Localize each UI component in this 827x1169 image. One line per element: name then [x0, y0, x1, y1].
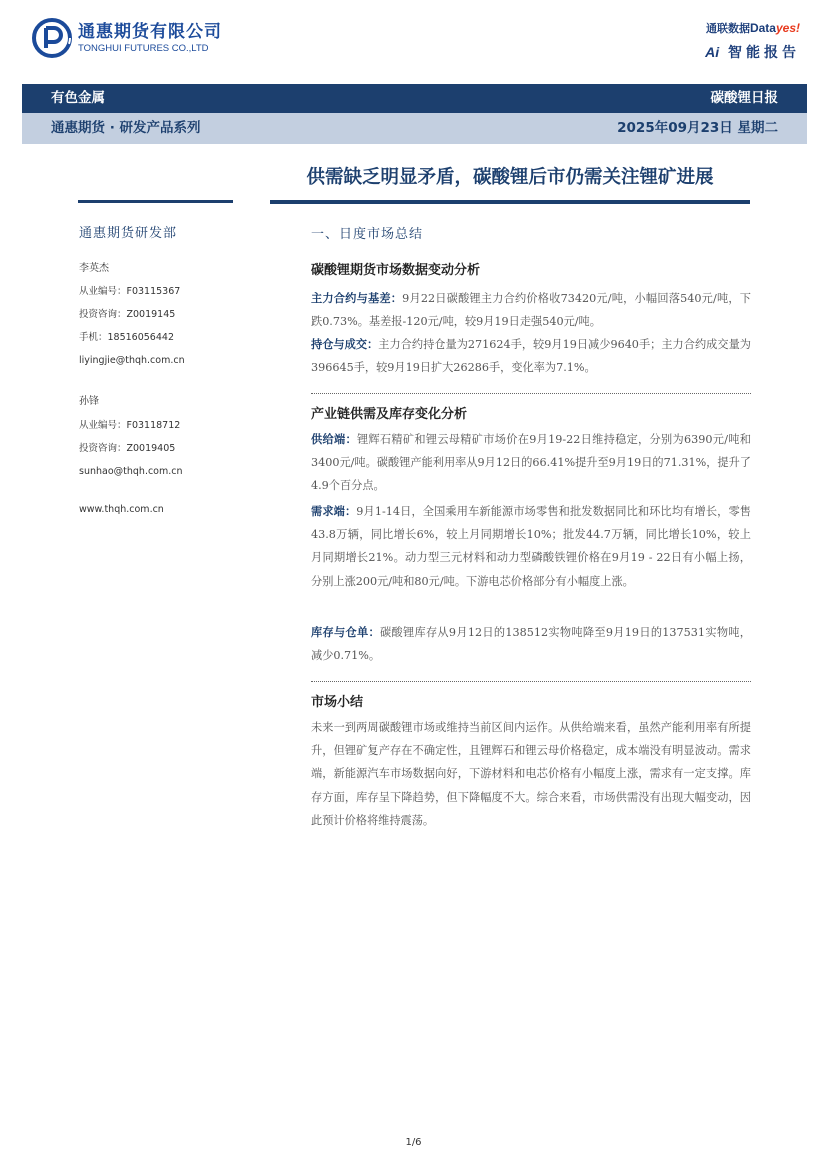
- report-type-label: 碳酸锂日报: [710, 90, 778, 106]
- paragraph-text: 主力合约持仓量为271624手，较9月19日减少9640手；主力合约成交量为396645手，较9月19日扩大26286手，变化率为7.1%。: [311, 338, 751, 375]
- paragraph-text: 碳酸锂库存从9月12日的138512实物吨降至9月19日的137531实物吨，减少0.71%。: [311, 626, 751, 663]
- analyst-license: 从业编号：F03118712: [79, 420, 181, 431]
- analyst-name: 孙锋: [79, 396, 99, 407]
- category-banner: [22, 84, 807, 113]
- tonghui-logo-icon: [32, 18, 72, 58]
- company-logo: [32, 18, 222, 58]
- paragraph: [311, 621, 751, 667]
- paragraph-label: 主力合约与基差：: [311, 292, 403, 305]
- report-title: 供需缺乏明显矛盾，碳酸锂后市仍需关注锂矿进展: [306, 167, 714, 188]
- paragraph-label: 持仓与成交：: [311, 338, 379, 351]
- brand-ai: Ai: [705, 44, 720, 60]
- analyst-license: 从业编号：F03115367: [79, 286, 181, 297]
- section-divider: [311, 681, 751, 682]
- analyst-consult: 投资咨询：Z0019405: [79, 443, 176, 454]
- paragraph-label: 供给端：: [311, 433, 357, 446]
- block-heading: 市场小结: [311, 695, 364, 710]
- paragraph: [311, 716, 751, 832]
- page-number: 1/6: [405, 1137, 422, 1148]
- website-link[interactable]: www.thqh.com.cn: [79, 504, 164, 515]
- section-divider: [311, 393, 751, 394]
- series-banner: [22, 113, 807, 144]
- report-date: 2025年09月23日 星期二: [617, 120, 778, 136]
- paragraph-text: 未来一到两周碳酸锂市场或维持当前区间内运作。从供给端来看，虽然产能利用率有所提升，但锂矿复产存在不确定性，且锂辉石和锂云母价格稳定，成本端没有明显波动。需求端，新能源汽车市场数据向好，下游材料和电芯价格有小幅度上涨，需求有一定支撑。库存方面，库存呈下降趋势，但下降幅度不大。综合来看，市场供需没有出现大幅变动，因此预计价格将维持震荡。: [311, 721, 751, 827]
- analyst-email[interactable]: sunhao@thqh.com.cn: [79, 466, 183, 477]
- section-title: 一、日度市场总结: [311, 227, 424, 242]
- brand-logo: [705, 20, 800, 62]
- paragraph-text: 9月22日碳酸锂主力合约价格收73420元/吨，小幅回落540元/吨，下跌0.73%。基差报-120元/吨，较9月19日走强540元/吨。: [311, 292, 751, 329]
- brand-yes: yes!: [775, 21, 800, 35]
- company-name-en: TONGHUI FUTURES CO.,LTD: [78, 42, 209, 54]
- paragraph-text: 9月1-14日，全国乘用车新能源市场零售和批发数据同比和环比均有增长，零售43.8万辆，同比增长6%，较上月同期增长10%；批发44.7万辆，同比增长10%，较上月同期增长21%。动力型三元材料和动力型磷酸铁锂价格在9月19 - 22日有小幅上扬，分别上涨200元/吨和80元/吨。下游电芯价格部分有小幅度上涨。: [311, 505, 751, 588]
- analyst-name: 李英杰: [79, 263, 109, 274]
- title-divider: [270, 200, 750, 204]
- paragraph: [311, 500, 751, 593]
- block-heading: 碳酸锂期货市场数据变动分析: [311, 263, 481, 278]
- category-label: 有色金属: [51, 90, 105, 106]
- analyst-phone: 手机：18516056442: [79, 332, 174, 343]
- company-name-cn: 通惠期货有限公司: [78, 21, 222, 42]
- paragraph-label: 库存与仓单：: [311, 626, 380, 639]
- analyst-email[interactable]: liyingjie@thqh.com.cn: [79, 355, 185, 366]
- paragraph-text: 锂辉石精矿和锂云母精矿市场价在9月19-22日维持稳定，分别为6390元/吨和3400元/吨。碳酸锂产能利用率从9月12日的66.41%提升至9月19日的71.31%，提升了4.9个百分点。: [311, 433, 751, 493]
- sidebar-divider: [78, 200, 233, 203]
- research-dept: 通惠期货研发部: [79, 226, 178, 241]
- paragraph-label: 需求端：: [311, 505, 357, 518]
- paragraph: [311, 428, 751, 498]
- analyst-consult: 投资咨询：Z0019145: [79, 309, 176, 320]
- brand-prefix: 通联数据: [705, 22, 750, 35]
- paragraph: [311, 333, 751, 379]
- paragraph: [311, 287, 751, 333]
- brand-report: 智能报告: [728, 45, 800, 61]
- brand-data: Data: [749, 21, 776, 35]
- block-heading: 产业链供需及库存变化分析: [311, 407, 468, 422]
- series-label: 通惠期货 · 研发产品系列: [51, 120, 201, 136]
